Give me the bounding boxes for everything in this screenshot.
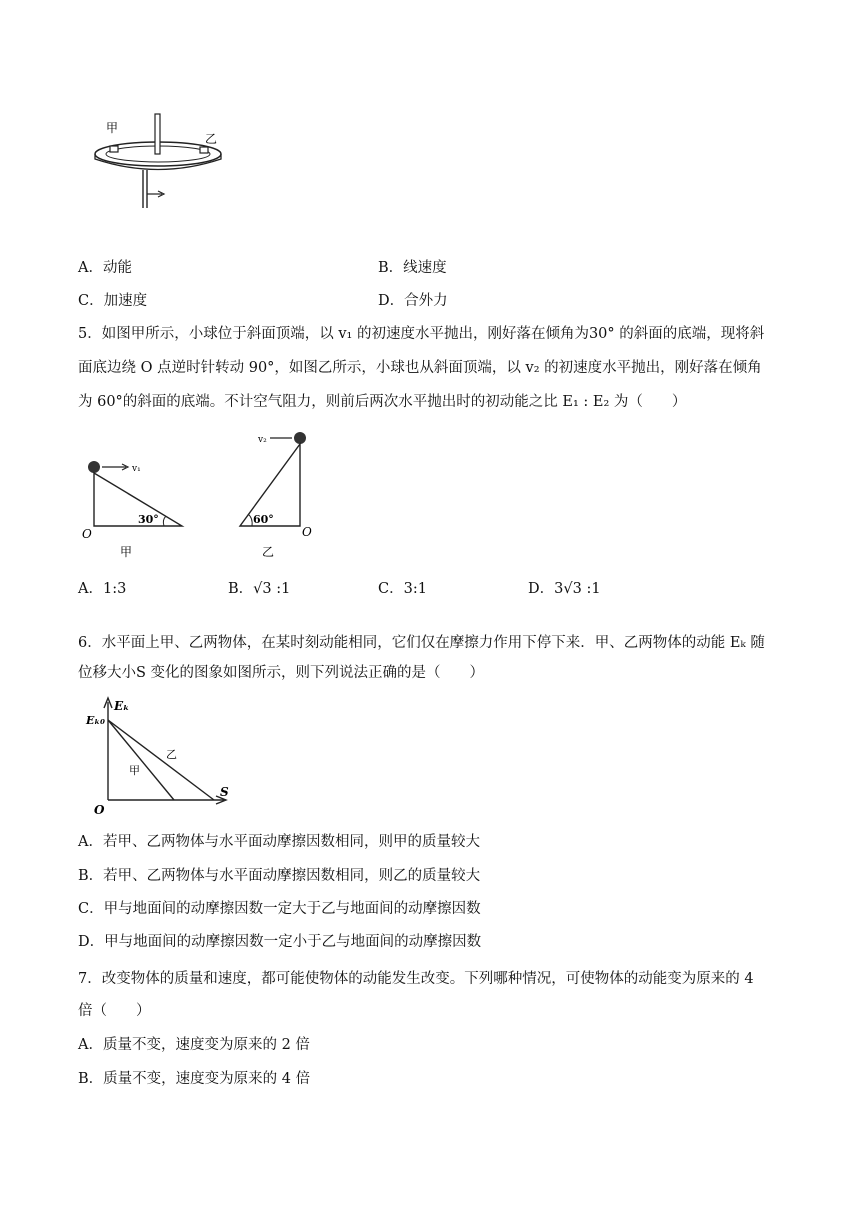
option-d: D．合外力 — [378, 293, 448, 309]
label-line-jia: 甲 — [129, 764, 140, 777]
incline-figure-yi — [228, 428, 328, 560]
label-angle-60: 60° — [253, 513, 274, 526]
label-v2: v₂ — [258, 435, 267, 445]
label-o-jia: O — [82, 527, 92, 541]
option-b: B．√3 :1 — [228, 581, 291, 597]
option-b: B．线速度 — [378, 260, 447, 276]
q6-option-b: B．若甲、乙两物体与水平面动摩擦因数相同，则乙的质量较大 — [78, 868, 481, 884]
caption-jia: 甲 — [120, 545, 133, 559]
option-a: A．动能 — [78, 260, 132, 276]
q7-option-b: B．质量不变，速度变为原来的 4 倍 — [78, 1071, 311, 1087]
caption-yi: 乙 — [262, 545, 275, 559]
q7-line-1: 7．改变物体的质量和速度，都可能使物体的动能发生改变。下列哪种情况，可使物体的动能变为原来的 4 — [78, 971, 754, 987]
label-yi: 乙 — [205, 132, 218, 146]
option-d: D．3√3 :1 — [528, 581, 601, 597]
q6-option-a: A．若甲、乙两物体与水平面动摩擦因数相同，则甲的质量较大 — [78, 834, 480, 850]
label-origin: O — [94, 803, 105, 817]
label-ek-axis: Eₖ — [114, 699, 130, 713]
ek-s-graph — [84, 694, 244, 818]
label-v1: v₁ — [132, 464, 141, 474]
q5-line-3: 为 60°的斜面的底端。不计空气阻力，则前后两次水平抛出时的初动能之比 E₁ : E₂ 为（ ） — [78, 394, 687, 410]
q6-line-1: 6．水平面上甲、乙两物体，在某时刻动能相同，它们仅在摩擦力作用下停下来．甲、乙两物体的动能 Eₖ 随 — [78, 635, 765, 651]
option-c: C．3:1 — [378, 581, 427, 597]
incline-figure-jia — [78, 450, 198, 560]
label-s-axis: S — [220, 785, 229, 799]
option-a: A．1:3 — [78, 581, 127, 597]
turntable-figure — [80, 110, 230, 215]
label-line-yi: 乙 — [166, 748, 177, 761]
option-c: C．加速度 — [78, 293, 148, 309]
q6-line-2: 位移大小S 变化的图象如图所示，则下列说法正确的是（ ） — [78, 665, 485, 681]
q6-option-d: D．甲与地面间的动摩擦因数一定小于乙与地面间的动摩擦因数 — [78, 934, 482, 950]
q5-line-1: 5．如图甲所示，小球位于斜面顶端，以 v₁ 的初速度水平抛出，刚好落在倾角为30° 的斜面的底端，现将斜 — [78, 326, 765, 342]
q6-option-c: C．甲与地面间的动摩擦因数一定大于乙与地面间的动摩擦因数 — [78, 901, 481, 917]
label-angle-30: 30° — [138, 513, 159, 526]
label-ek0: Eₖ₀ — [86, 714, 105, 727]
label-jia: 甲 — [106, 121, 119, 135]
q7-option-a: A．质量不变，速度变为原来的 2 倍 — [78, 1037, 310, 1053]
q7-line-2: 倍（ ） — [78, 1003, 151, 1019]
q5-line-2: 面底边绕 O 点逆时针转动 90°，如图乙所示，小球也从斜面顶端，以 v₂ 的初速度水平抛出，刚好落在倾角 — [78, 360, 762, 376]
label-o-yi: O — [302, 525, 312, 539]
